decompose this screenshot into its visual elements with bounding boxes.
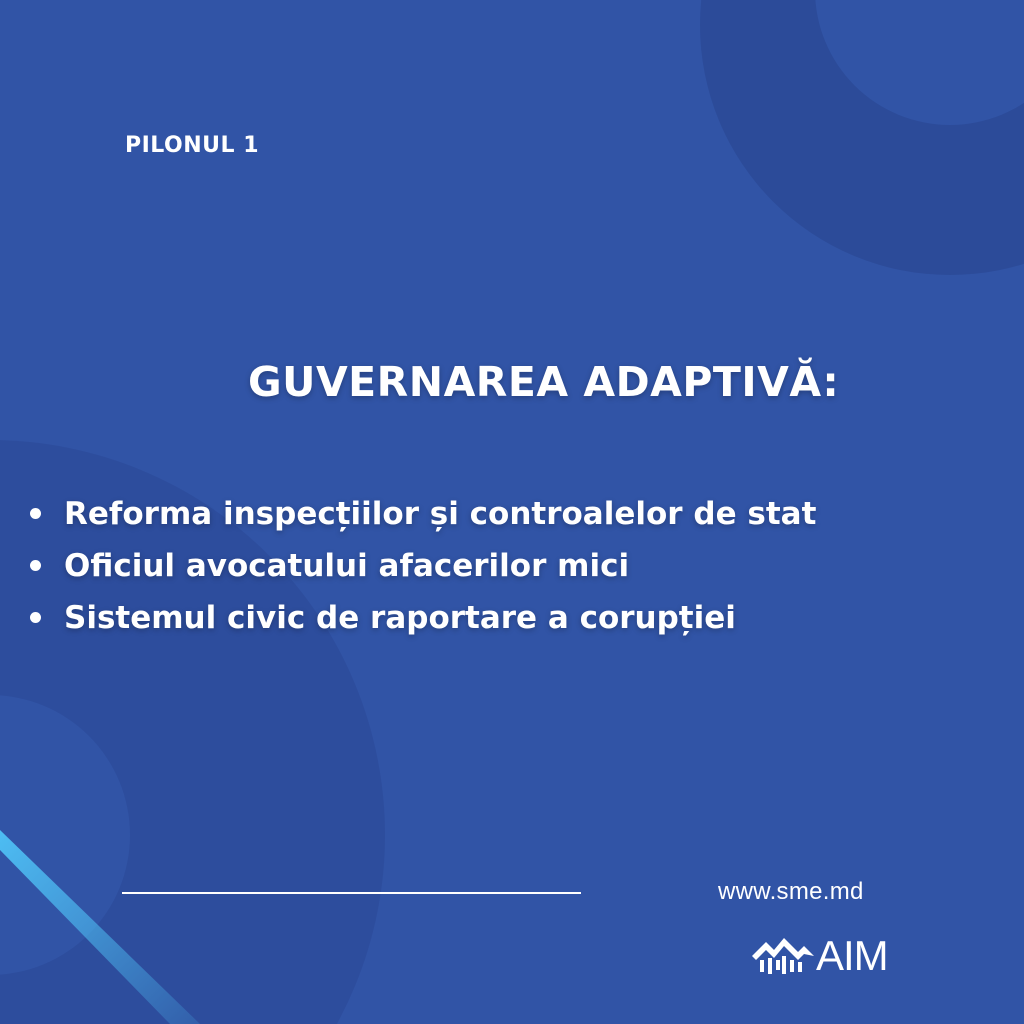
website-url[interactable]: www.sme.md bbox=[718, 878, 864, 905]
list-item bbox=[28, 592, 816, 644]
bullet-icon bbox=[30, 560, 41, 571]
logo-text: AIM bbox=[816, 932, 888, 979]
list-item-label: Sistemul civic de raportare a corupției bbox=[64, 600, 736, 636]
list-item bbox=[28, 488, 816, 540]
footer-divider bbox=[122, 892, 581, 894]
bullet-icon bbox=[30, 508, 41, 519]
list-item bbox=[28, 540, 816, 592]
list-item-label: Reforma inspecțiilor și controalelor de stat bbox=[64, 496, 817, 532]
aim-logo-icon bbox=[752, 934, 814, 976]
list-item-label: Oficiul avocatului afacerilor mici bbox=[64, 548, 630, 584]
pillar-label: PILONUL 1 bbox=[125, 133, 260, 158]
page-title: GUVERNAREA ADAPTIVĂ: bbox=[248, 358, 840, 406]
aim-logo bbox=[752, 930, 897, 980]
initiative-list bbox=[28, 488, 816, 644]
bullet-icon bbox=[30, 612, 41, 623]
